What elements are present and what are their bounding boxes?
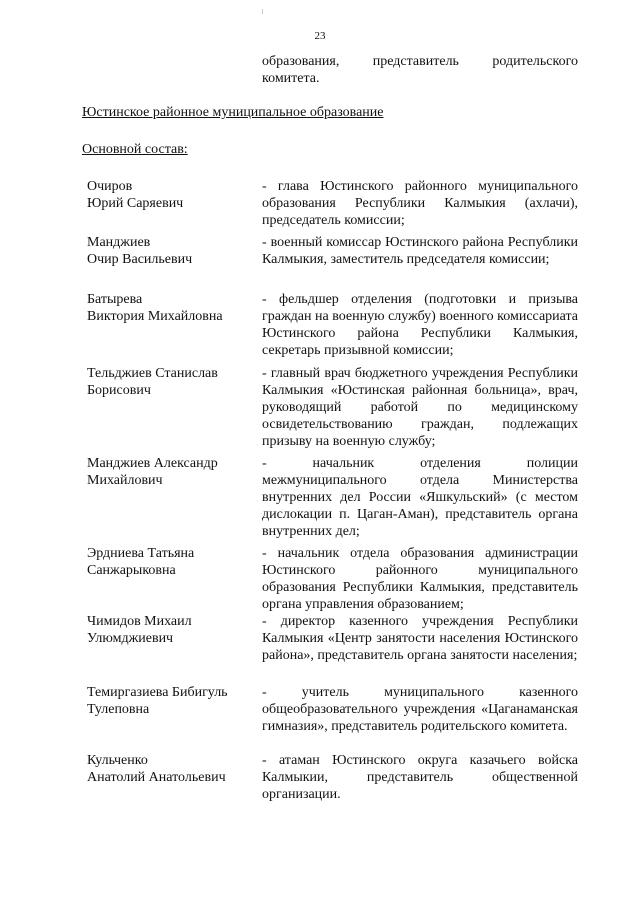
member-role: - директор казенного учреждения Республики Калмыкия «Центр занятости населения Юстинского района», представитель органа занятости населения; <box>262 614 578 663</box>
member-surname: Батырева <box>87 292 143 307</box>
member-name <box>87 684 257 718</box>
member-given-name: Анатолий Анатольевич <box>87 770 226 785</box>
member-role: - военный комиссар Юстинского района Республики Калмыкия, заместитель председателя комиссии; <box>262 235 578 267</box>
page-number: 23 <box>314 30 326 42</box>
member-role: - атаман Юстинского округа казачьего войска Калмыкии, представитель общественной организации. <box>262 753 578 802</box>
member-given-name: Юрий Саряевич <box>87 196 184 211</box>
member-role: - фельдшер отделения (подготовки и призыва граждан на военную службу) военного комиссариата Юстинского района Республики Калмыкия, секретарь призывной комиссии; <box>262 292 578 358</box>
member-role: - начальник отдела образования администрации Юстинского районного муниципального образования Республики Калмыкия, представитель органа управления образованием; <box>262 546 578 612</box>
district-title: Юстинское районное муниципальное образование <box>82 105 384 120</box>
composition-title: Основной состав: <box>82 142 188 157</box>
member-given-name: Улюмджиевич <box>87 631 174 646</box>
member-name <box>87 455 257 489</box>
member-surname: Тельджиев Станислав <box>87 366 218 381</box>
member-surname: Чимидов Михаил <box>87 614 192 629</box>
member-surname: Манджиев <box>87 235 151 250</box>
member-surname: Эрдниева Татьяна <box>87 546 195 561</box>
member-surname: Очиров <box>87 179 133 194</box>
continuation-text: образования, представитель родительского комитета. <box>262 54 578 86</box>
member-name <box>87 752 257 786</box>
member-name <box>87 178 257 212</box>
member-role: - учитель муниципального казенного общеобразовательного учреждения «Цаганаманская гимназия», представитель родительского комитета. <box>262 685 578 734</box>
member-surname: Темиргазиева Бибигуль <box>87 685 228 700</box>
member-name <box>87 291 257 325</box>
member-given-name: Санжарыковна <box>87 563 176 578</box>
member-surname: Кульченко <box>87 753 148 768</box>
member-name <box>87 365 257 399</box>
member-given-name: Виктория Михайловна <box>87 309 223 324</box>
member-role: - глава Юстинского районного муниципального образования Республики Калмыкия (ахлачи), председатель комиссии; <box>262 179 578 228</box>
member-role: - начальник отделения полиции межмуниципального отдела Министерства внутренних дел России «Яшкульский» (с местом дислокации п. Цаган-Аман), представитель органа внутренних дел; <box>262 456 578 539</box>
member-given-name: Тулеповна <box>87 702 150 717</box>
member-name <box>87 613 257 647</box>
member-role: - главный врач бюджетного учреждения Республики Калмыкия «Юстинская районная больница», врач, руководящий работой по медицинскому освидетельствованию граждан, подлежащих призыву на военную службу; <box>262 366 578 449</box>
member-given-name: Михайлович <box>87 473 163 488</box>
member-name <box>87 545 257 579</box>
member-surname: Манджиев Александр <box>87 456 218 471</box>
member-name <box>87 234 257 268</box>
member-given-name: Борисович <box>87 383 151 398</box>
scan-mark <box>262 9 263 14</box>
member-given-name: Очир Васильевич <box>87 252 193 267</box>
